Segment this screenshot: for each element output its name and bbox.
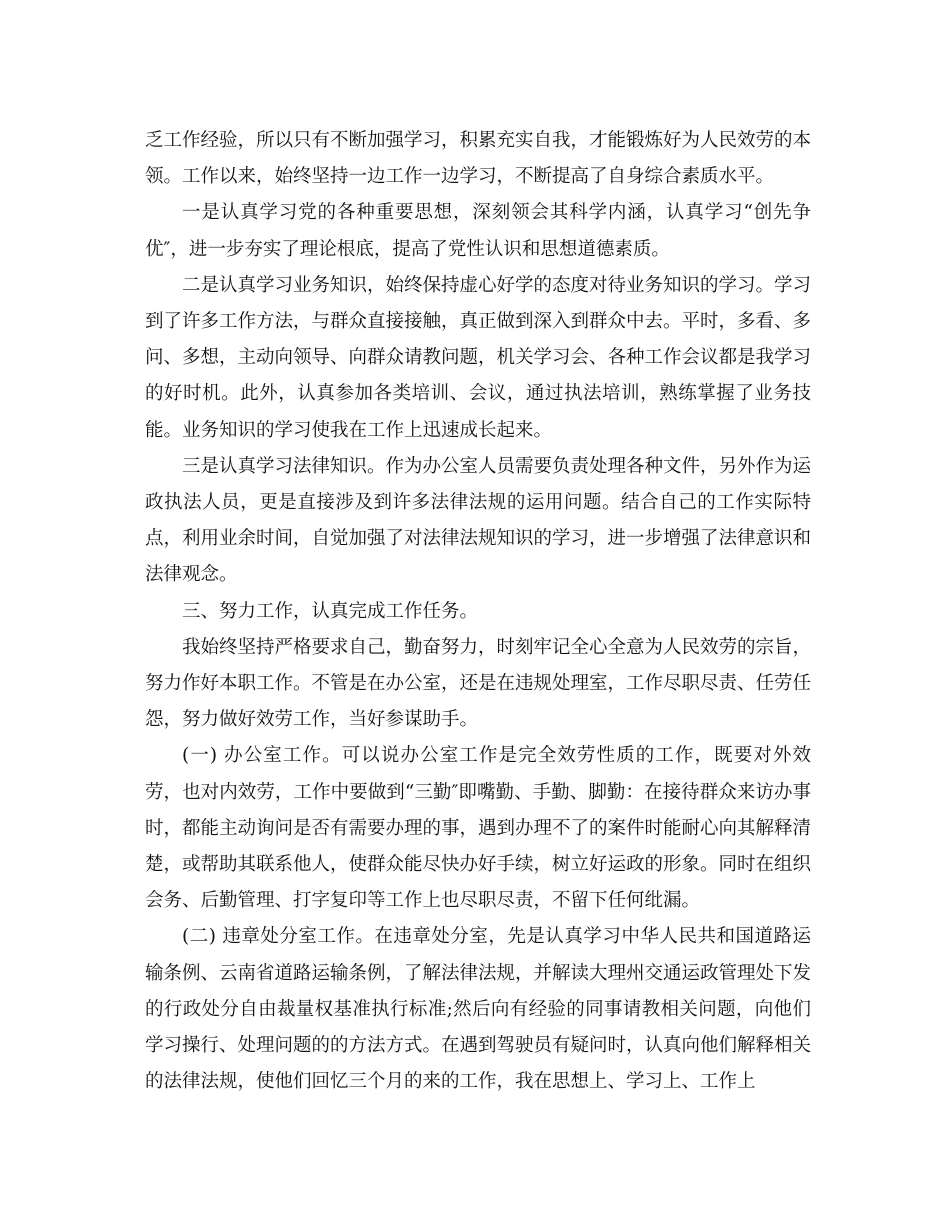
paragraph-continuation: 乏工作经验，所以只有不断加强学习，积累充实自我，才能锻炼好为人民效劳的本领。工作以来，始终坚持一边工作一边学习，不断提高了自身综合素质水平。 — [145, 130, 812, 188]
paragraph-study-law: 三是认真学习法律知识。作为办公室人员需要负责处理各种文件，另外作为运政执法人员，更是直接涉及到许多法律法规的运用问题。结合自己的工作实际特点，利用业余时间，自觉加强了对法律法规知识的学习，进一步增强了法律意识和法律观念。 — [145, 455, 812, 586]
section-heading-work: 三、努力工作，认真完成工作任务。 — [182, 600, 479, 622]
paragraph-study-party-thought: 一是认真学习党的各种重要思想，深刻领会其科学内涵，认真学习“创先争优″，进一步夯实了理论根底，提高了党性认识和思想道德素质。 — [145, 202, 811, 260]
document-body — [145, 123, 811, 1100]
paragraph-work-attitude: 我始终坚持严格要求自己，勤奋努力，时刻牢记全心全意为人民效劳的宗旨，努力作好本职工作。不管是在办公室，还是在违规处理室，工作尽职尽责、任劳任怨，努力做好效劳工作，当好参谋助手。 — [145, 636, 812, 731]
paragraph-office-work: (一) 办公室工作。可以说办公室工作是完全效劳性质的工作，既要对外效劳，也对内效劳，工作中要做到“三勤″即嘴勤、手勤、脚勤：在接待群众来访办事时，都能主动询问是否有需要办理的事，遇到办理不了的案件时能耐心向其解释清楚，或帮助其联系他人，使群众能尽快办好手续，树立好运政的形象。同时在组织会务、后勤管理、打字复印等工作上也尽职尽责，不留下任何纰漏。 — [145, 745, 812, 912]
paragraph-study-business: 二是认真学习业务知识，始终保持虚心好学的态度对待业务知识的学习。学习到了许多工作方法，与群众直接接触，真正做到深入到群众中去。平时，多看、多问、多想，主动向领导、向群众请教问题，机关学习会、各种工作会议都是我学习的好时机。此外，认真参加各类培训、会议，通过执法培训，熟练掌握了业务技能。业务知识的学习使我在工作上迅速成长起来。 — [145, 274, 812, 441]
paragraph-violation-office-work: (二) 违章处分室工作。在违章处分室，先是认真学习中华人民共和国道路运输条例、云南省道路运输条例，了解法律法规，并解读大理州交通运政管理处下发的行政处分自由裁量权基准执行标准;然后向有经验的同事请教相关问题，向他们学习操行、处理问题的的方法方式。在遇到驾驶员有疑问时，认真向他们解释相关的法律法规，使他们回忆三个月的来的工作，我在思想上、学习上、工作上 — [145, 926, 812, 1093]
